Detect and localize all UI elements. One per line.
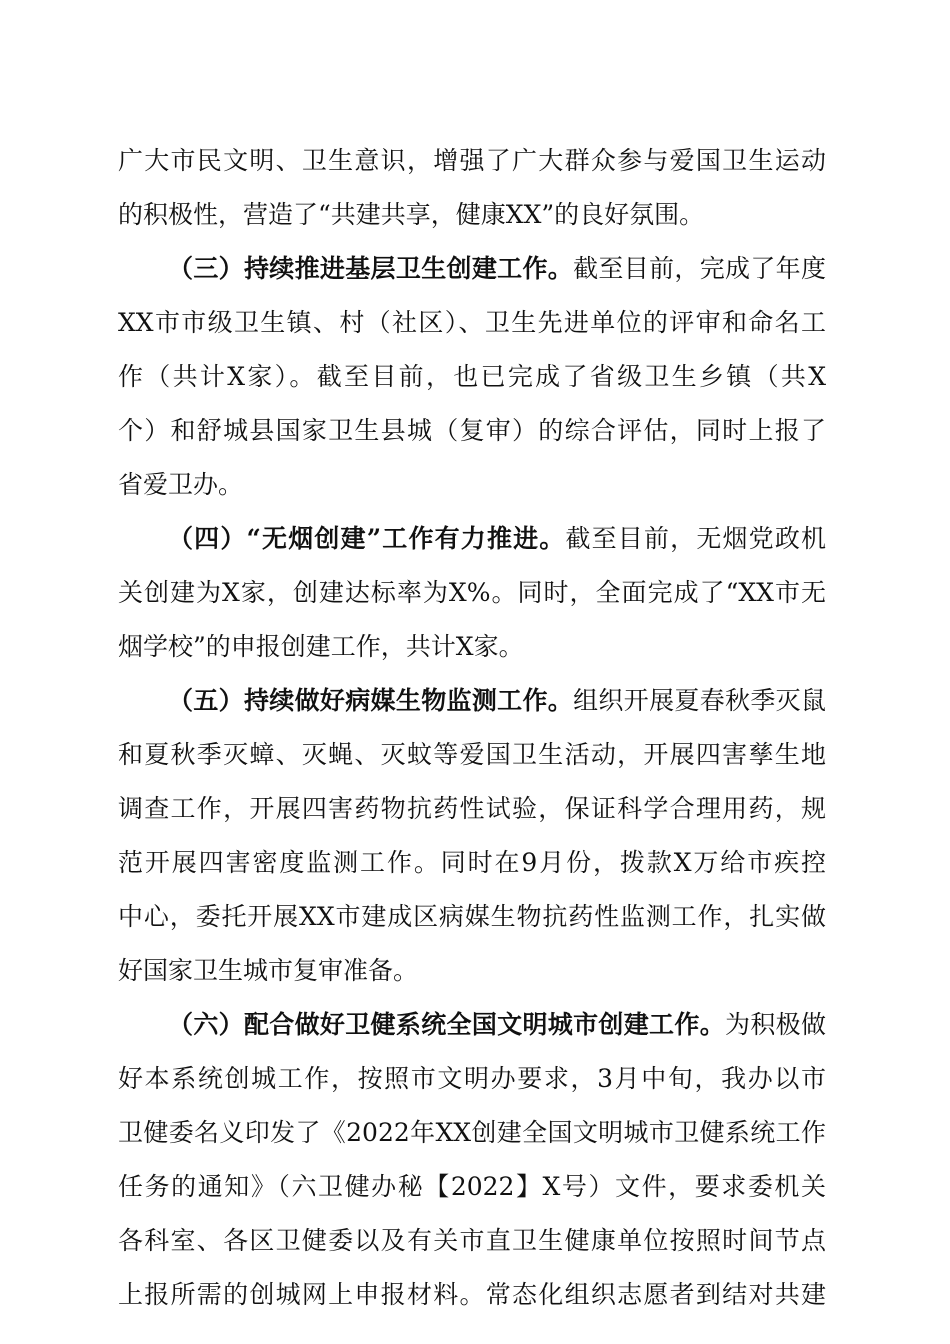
text-line: 烟学校”的申报创建工作，共计X家。 <box>118 632 524 661</box>
text-line: 好国家卫生城市复审准备。 <box>118 956 419 985</box>
text-line: 的积极性，营造了“共建共享，健康XX”的良好氛围。 <box>118 200 705 229</box>
section-heading-line <box>118 512 826 566</box>
text-line: 范开展四害密度监测工作。同时在9月份，拨款X万给市疾控 <box>118 848 826 877</box>
text-line: XX市市级卫生镇、村（社区）、卫生先进单位的评审和命名工 <box>118 308 826 337</box>
text-line: 广大市民文明、卫生意识，增强了广大群众参与爱国卫生运动 <box>118 146 826 175</box>
text-line: 卫健委名义印发了《2022年XX创建全国文明城市卫健系统工作 <box>118 1118 826 1147</box>
text-line: 各科室、各区卫健委以及有关市直卫生健康单位按照时间节点 <box>118 1226 826 1255</box>
section-heading-line <box>118 674 826 728</box>
text-segment: 截至目前，无烟党政机 <box>565 524 826 553</box>
text-line: 关创建为X家，创建达标率为X%。同时，全面完成了“XX市无 <box>118 578 826 607</box>
text-segment: 为积极做 <box>725 1010 826 1039</box>
text-line: 调查工作，开展四害药物抗药性试验，保证科学合理用药，规 <box>118 794 826 823</box>
text-line: 中心，委托开展XX市建成区病媒生物抗药性监测工作，扎实做 <box>118 902 826 931</box>
section-heading-line <box>118 242 826 296</box>
section-heading: （四）“无烟创建”工作有力推进。 <box>168 524 566 553</box>
text-line: 和夏秋季灭蟑、灭蝇、灭蚊等爱国卫生活动，开展四害孳生地 <box>118 740 826 769</box>
section-heading-line <box>118 998 826 1052</box>
text-line: 个）和舒城县国家卫生县城（复审）的综合评估，同时上报了 <box>118 416 826 445</box>
text-line: 好本系统创城工作，按照市文明办要求，3月中旬，我办以市 <box>118 1064 826 1093</box>
section-heading: （三）持续推进基层卫生创建工作。 <box>168 254 574 283</box>
text-segment: 截至目前，完成了年度 <box>573 254 826 283</box>
text-line: 作（共计X家）。截至目前，也已完成了省级卫生乡镇（共X <box>118 362 826 391</box>
text-line: 任务的通知》（六卫健办秘【2022】X号）文件，要求委机关 <box>118 1172 826 1201</box>
section-heading: （五）持续做好病媒生物监测工作。 <box>168 686 574 715</box>
text-line: 省爱卫办。 <box>118 470 244 499</box>
text-segment: 组织开展夏春秋季灭鼠 <box>573 686 826 715</box>
text-line: 上报所需的创城网上申报材料。常态化组织志愿者到结对共建 <box>118 1280 826 1309</box>
section-heading: （六）配合做好卫健系统全国文明城市创建工作。 <box>168 1010 726 1039</box>
document-body <box>118 134 826 1322</box>
